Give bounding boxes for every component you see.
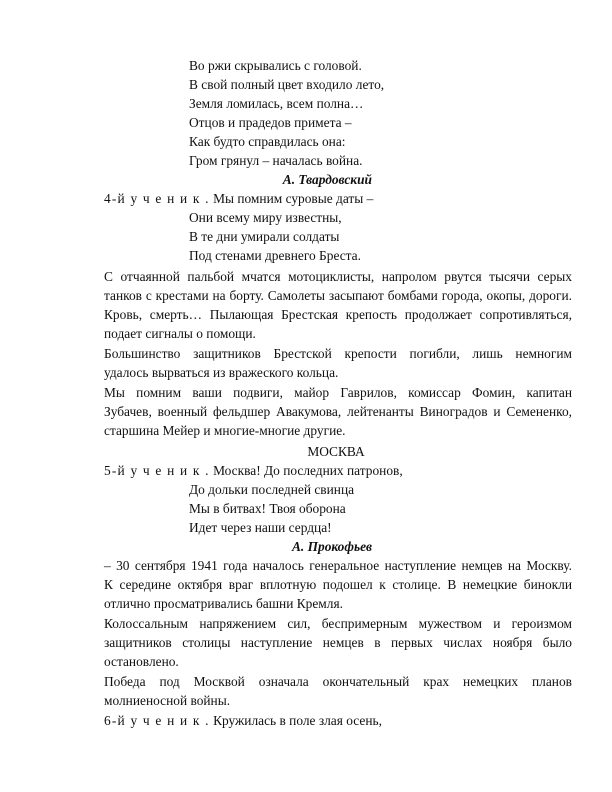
poem-line: Земля ломилась, всем полна… [189, 96, 364, 111]
poem-line: Под стенами древнего Бреста. [189, 248, 361, 263]
paragraph-line: отлично просматривались башни Кремля. [104, 596, 343, 611]
poem-line: До дольки последней свинца [189, 482, 355, 497]
paragraph-line: молниеносной войны. [104, 693, 231, 708]
paragraph-line: Зубачев, военный фельдшер Авакумова, лейтенанты Виноградов и Семененко, [104, 404, 572, 419]
paragraph-line: Кровь, смерть… Пылающая Брестская крепость продолжает сопротивляться, [104, 307, 572, 322]
paragraph-line: Большинство защитников Брестской крепости погибли, лишь немногим [104, 346, 572, 361]
poem-line: Во ржи скрывались с головой. [189, 58, 362, 73]
paragraph-line: подает сигналы о помощи. [104, 326, 256, 341]
paragraph-line: Колоссальным напряжением сил, беспримерным мужеством и героизмом [104, 616, 572, 631]
poem-line: Москва! До последних патронов, [213, 463, 403, 478]
speaker-label: 4-й у ч е н и к . [104, 191, 210, 206]
speaker-label: 6-й у ч е н и к . [104, 713, 210, 728]
paragraph-line: остановлено. [104, 654, 179, 669]
poem-line: В те дни умирали солдаты [189, 229, 340, 244]
poem-line: Как будто справдилась она: [189, 134, 346, 149]
speaker-line [104, 463, 403, 479]
poem-line: Идет через наши сердца! [189, 520, 332, 535]
poem-line: Гром грянул – началась война. [189, 153, 363, 168]
paragraph-line: К середине октября враг вплотную подошел к столице. В немецкие бинокли [104, 577, 572, 592]
poem-line: Отцов и прадедов примета – [189, 115, 352, 130]
paragraph-line: старшина Мейер и многие-многие другие. [104, 423, 346, 438]
poem-author: А. Прокофьев [291, 539, 372, 554]
poem-line: Мы помним суровые даты – [213, 191, 374, 206]
speaker-line [104, 713, 382, 729]
paragraph-line: защитников столицы наступление немцев в первых числах ноября было [104, 635, 572, 650]
paragraph-line: удалось вырваться из вражеского кольца. [104, 365, 339, 380]
speaker-label: 5-й у ч е н и к . [104, 463, 210, 478]
poem-line: Кружилась в поле злая осень, [213, 713, 382, 728]
poem-line: Они всему миру известны, [189, 210, 342, 225]
paragraph-line: Победа под Москвой означала окончательный крах немецких планов [104, 674, 572, 689]
speaker-line [104, 191, 373, 207]
paragraph-line: танков с крестами на борту. Самолеты засыпают бомбами города, окопы, дороги. [104, 288, 572, 303]
poem-author: А. Твардовский [282, 172, 372, 187]
paragraph-line: С отчаянной пальбой мчатся мотоциклисты, напролом рвутся тысячи серых [104, 269, 572, 284]
section-title: МОСКВА [307, 444, 365, 459]
paragraph-line: – 30 сентября 1941 года началось генеральное наступление немцев на Москву. [104, 558, 572, 573]
poem-line: В свой полный цвет входило лето, [189, 77, 385, 92]
paragraph-line: Мы помним ваши подвиги, майор Гаврилов, комиссар Фомин, капитан [104, 385, 572, 400]
poem-line: Мы в битвах! Твоя оборона [189, 501, 346, 516]
